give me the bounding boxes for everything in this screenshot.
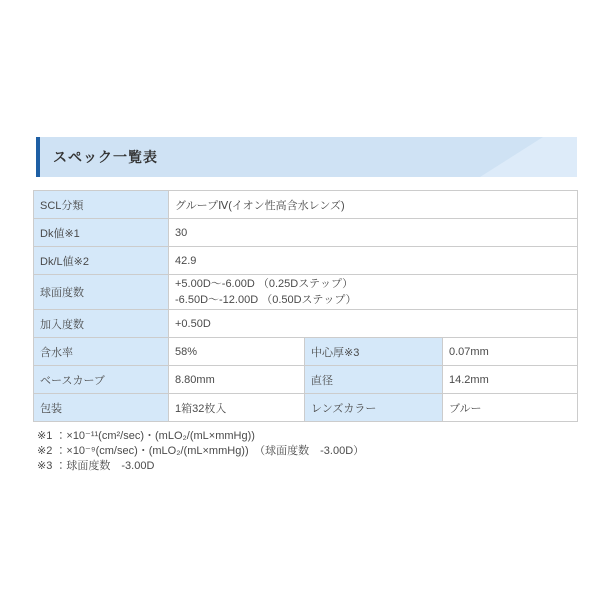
footnotes xyxy=(37,429,577,474)
row-label: 含水率 xyxy=(34,338,169,366)
spec-table xyxy=(33,190,578,422)
table-row-water-content xyxy=(34,338,578,366)
table-row-packaging xyxy=(34,394,578,422)
row-label: 包装 xyxy=(34,394,169,422)
row-label: 中心厚※3 xyxy=(305,338,443,366)
row-label: 球面度数 xyxy=(34,275,169,310)
row-value: 30 xyxy=(169,219,578,247)
row-value: 42.9 xyxy=(169,247,578,275)
row-value: 14.2mm xyxy=(443,366,578,394)
table-row-dk xyxy=(34,219,578,247)
row-value: ブルー xyxy=(443,394,578,422)
section-title: スペック一覧表 xyxy=(53,149,158,165)
row-label: ベースカーブ xyxy=(34,366,169,394)
row-label: Dk値※1 xyxy=(34,219,169,247)
row-value: 8.80mm xyxy=(169,366,305,394)
row-value: 0.07mm xyxy=(443,338,578,366)
row-value: 1箱32枚入 xyxy=(169,394,305,422)
table-row-sphere-power xyxy=(34,275,578,310)
table-row-base-curve xyxy=(34,366,578,394)
row-value-line1: +5.00D～-6.00D （0.25Dステップ） xyxy=(175,278,354,290)
row-value xyxy=(169,275,578,310)
row-label: Dk/L値※2 xyxy=(34,247,169,275)
footnote-3: ※3 ：球面度数 -3.00D xyxy=(37,460,155,472)
row-value: +0.50D xyxy=(169,310,578,338)
spec-section xyxy=(33,137,577,474)
row-label: レンズカラー xyxy=(305,394,443,422)
row-value: グループⅣ(イオン性高含水レンズ) xyxy=(169,191,578,219)
footnote-1: ※1 ：×10⁻¹¹(cm²/sec)・(mLO₂/(mL×mmHg)) xyxy=(37,430,255,442)
table-row-add-power xyxy=(34,310,578,338)
table-row-dkl xyxy=(34,247,578,275)
row-label: 直径 xyxy=(305,366,443,394)
section-header-bar xyxy=(36,137,577,177)
row-value-line2: -6.50D～-12.00D （0.50Dステップ） xyxy=(175,294,357,306)
footnote-2: ※2 ：×10⁻⁹(cm/sec)・(mLO₂/(mL×mmHg)) （球面度数 -3.00D） xyxy=(37,445,365,457)
row-label: 加入度数 xyxy=(34,310,169,338)
row-value: 58% xyxy=(169,338,305,366)
row-label: SCL分類 xyxy=(34,191,169,219)
table-row-scl-class xyxy=(34,191,578,219)
